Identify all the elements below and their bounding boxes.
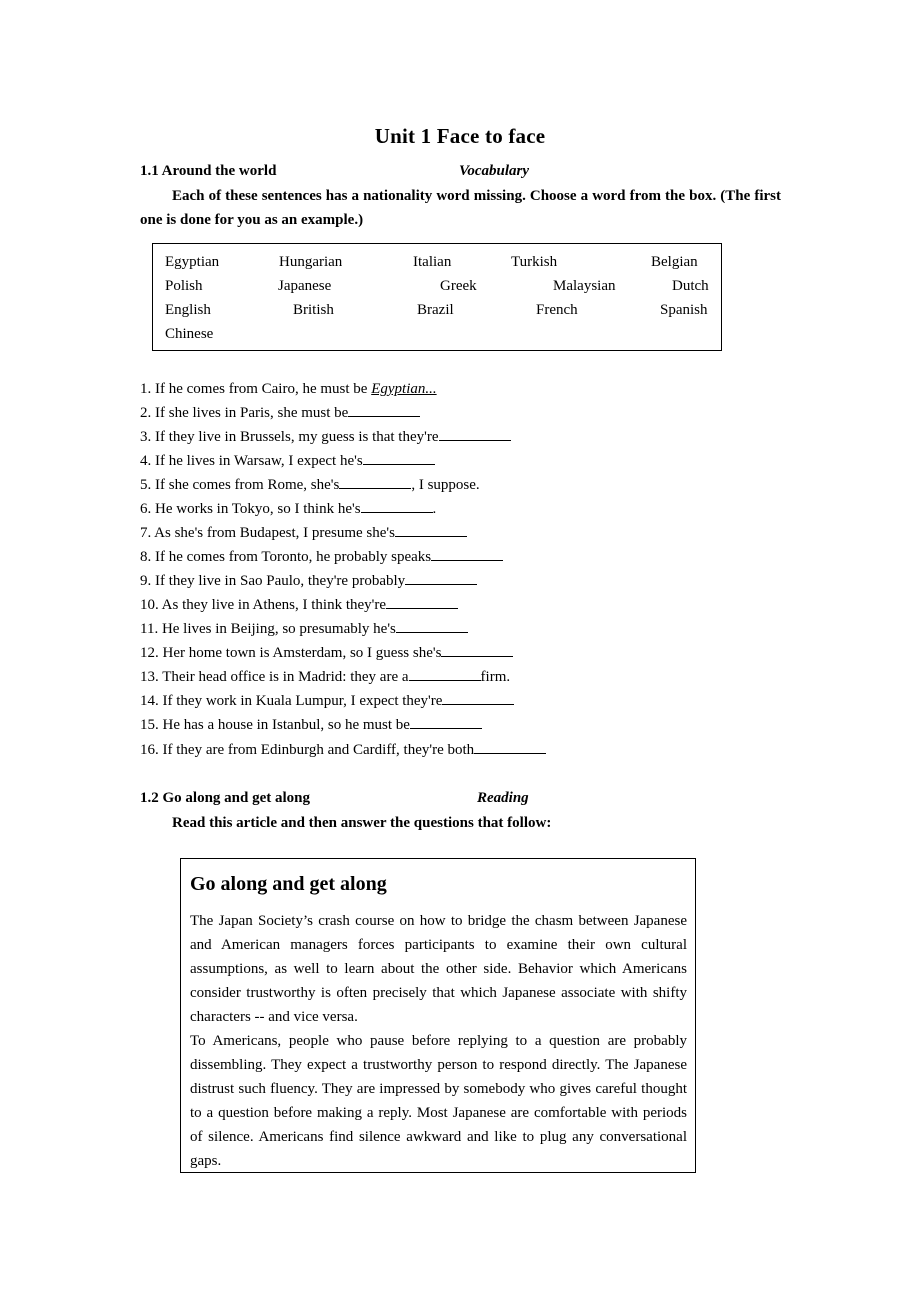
question-2: 2. If she lives in Paris, she must be (140, 401, 420, 425)
question-12: 12. Her home town is Amsterdam, so I guess she's (140, 641, 513, 665)
word-box-item: English (165, 302, 211, 318)
question-14: 14. If they work in Kuala Lumpur, I expect they're (140, 689, 514, 713)
answer-blank[interactable] (431, 545, 503, 561)
answer-blank[interactable] (395, 521, 467, 537)
question-7: 7. As she's from Budapest, I presume she's (140, 521, 467, 545)
page-title: Unit 1 Face to face (374, 124, 546, 148)
answer-blank[interactable] (348, 401, 420, 417)
word-box-item: Italian (413, 254, 452, 270)
word-box-item: Spanish (660, 302, 708, 318)
question-16: 16. If they are from Edinburgh and Cardiff, they're both (140, 738, 546, 762)
answer-blank[interactable] (439, 425, 511, 441)
section-2-heading: 1.2 Go along and get along (140, 790, 311, 806)
question-1: 1. If he comes from Cairo, he must be Egyptian... (140, 381, 437, 397)
answer-blank[interactable] (474, 738, 546, 754)
example-answer: Egyptian... (371, 381, 437, 397)
section-1-heading: 1.1 Around the world (140, 163, 277, 179)
answer-blank[interactable] (442, 689, 514, 705)
article-box (180, 858, 696, 1173)
word-box-item: Hungarian (279, 254, 343, 270)
answer-blank[interactable] (405, 569, 477, 585)
word-box-item: Egyptian (165, 254, 220, 270)
article-body (190, 909, 687, 1173)
word-box-item: Polish (165, 278, 203, 294)
word-box-item: Turkish (511, 254, 558, 270)
question-10: 10. As they live in Athens, I think they're (140, 593, 458, 617)
article-paragraph: The Japan Society’s crash course on how to bridge the chasm between Japanese and American managers forces participants to examine their own cultural assumptions, as well to learn about the other side. Behavior which Americans consider trustworthy is often precisely that which Japanese associate with shifty characters -- and vice versa. (190, 913, 687, 1025)
question-9: 9. If they live in Sao Paulo, they're probably (140, 569, 477, 593)
word-box-item: Chinese (165, 326, 214, 342)
word-box-item: Belgian (651, 254, 698, 270)
question-3: 3. If they live in Brussels, my guess is that they're (140, 425, 511, 449)
section-1-tag: Vocabulary (459, 163, 530, 179)
answer-blank[interactable] (409, 665, 481, 681)
word-box (152, 243, 722, 351)
word-box-item: Japanese (278, 278, 332, 294)
answer-blank[interactable] (410, 713, 482, 729)
word-box-item: Malaysian (553, 278, 616, 294)
section-2-tag: Reading (477, 790, 529, 806)
word-box-item: Dutch (672, 278, 709, 294)
word-box-item: Brazil (417, 302, 454, 318)
answer-blank[interactable] (361, 497, 433, 513)
answer-blank[interactable] (363, 449, 435, 465)
question-11: 11. He lives in Beijing, so presumably he's (140, 617, 468, 641)
word-box-item: Greek (440, 278, 477, 294)
question-4: 4. If he lives in Warsaw, I expect he's (140, 449, 435, 473)
section-1-instruction: Each of these sentences has a nationality word missing. Choose a word from the box. (The first one is done for you as an example.) (140, 188, 781, 228)
answer-blank[interactable] (396, 617, 468, 633)
question-13: 13. Their head office is in Madrid: they are a firm. (140, 665, 510, 689)
question-8: 8. If he comes from Toronto, he probably speaks (140, 545, 503, 569)
answer-blank[interactable] (441, 641, 513, 657)
article-paragraph: To Americans, people who pause before replying to a question are probably dissembling. They expect a trustworthy person to respond directly. The Japanese distrust such fluency. They are impressed by somebody who gives careful thought to a question before making a reply. Most Japanese are comfortable with periods of silence. Americans find silence awkward and like to plug any conversational gaps. (190, 1033, 687, 1169)
answer-blank[interactable] (386, 593, 458, 609)
word-box-item: British (293, 302, 334, 318)
question-6: 6. He works in Tokyo, so I think he's . (140, 497, 436, 521)
question-5: 5. If she comes from Rome, she's , I suppose. (140, 473, 480, 497)
word-box-item: French (536, 302, 578, 318)
section-2-instruction: Read this article and then answer the questions that follow: (172, 815, 552, 831)
article-title: Go along and get along (190, 873, 387, 895)
question-15: 15. He has a house in Istanbul, so he must be (140, 713, 482, 737)
answer-blank[interactable] (339, 473, 411, 489)
